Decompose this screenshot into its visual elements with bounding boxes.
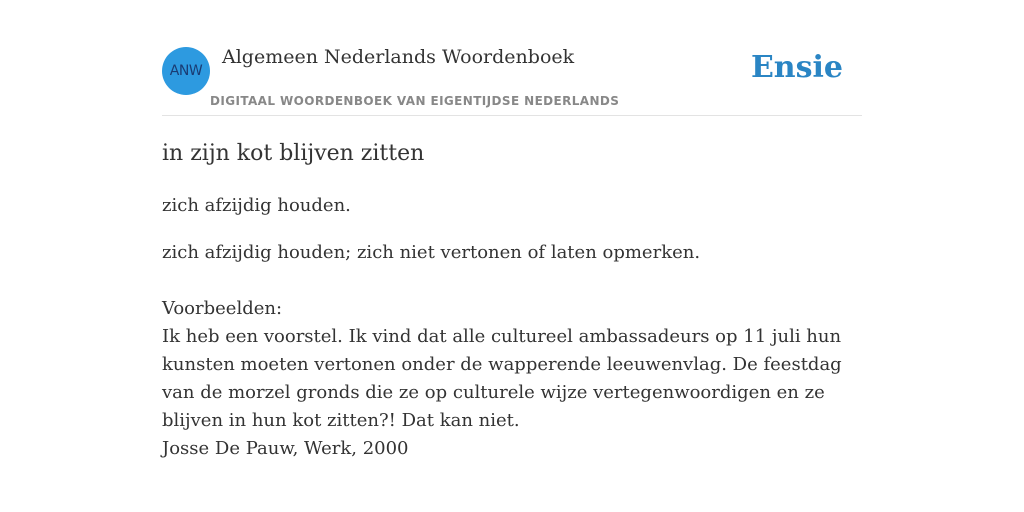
ensie-brand-logo[interactable]: Ensie bbox=[750, 50, 843, 85]
example-source: Josse De Pauw, Werk, 2000 bbox=[162, 438, 409, 459]
entry-title: in zijn kot blijven zitten bbox=[162, 141, 425, 166]
example-text: Ik heb een voorstel. Ik vind dat alle cultureel ambassadeurs op 11 juli hun kunsten moeten vertonen onder de wapperende leeuwenvlag. De feestdag van de morzel gronds die ze op culturele wijze vertegenwoordigen en ze blijven in hun kot zitten?! Dat kan niet. bbox=[162, 326, 842, 431]
entry-content bbox=[162, 138, 862, 463]
site-header bbox=[162, 44, 862, 116]
anw-logo[interactable]: ANW bbox=[162, 47, 210, 95]
site-title[interactable]: Algemeen Nederlands Woordenboek bbox=[222, 46, 575, 68]
short-definition: zich afzijdig houden. bbox=[162, 195, 351, 216]
site-subtitle: DIGITAAL WOORDENBOEK VAN EIGENTIJDSE NEDERLANDS bbox=[210, 94, 620, 108]
examples-label: Voorbeelden: bbox=[162, 298, 283, 319]
long-definition: zich afzijdig houden; zich niet vertonen of laten opmerken. bbox=[162, 242, 701, 263]
examples-block bbox=[162, 295, 862, 463]
